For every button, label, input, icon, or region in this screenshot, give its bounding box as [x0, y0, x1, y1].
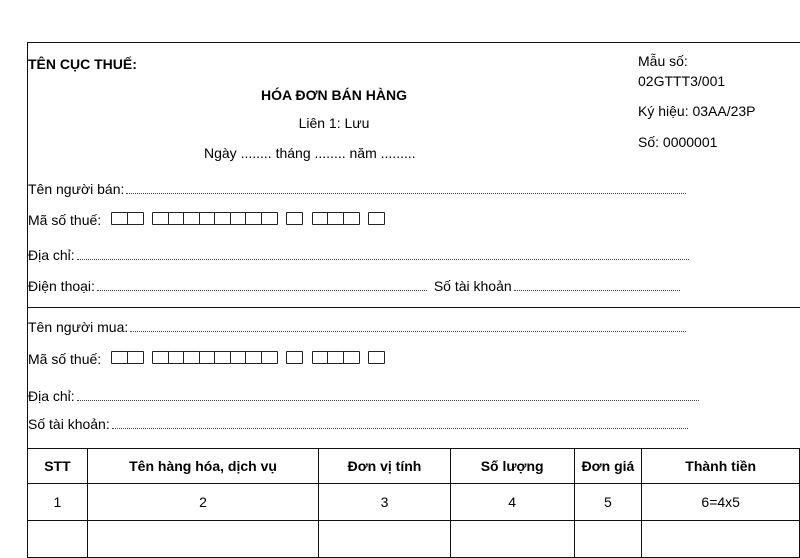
seller-tax-label: Mã số thuế: [28, 212, 102, 228]
tax-digit-box [327, 212, 344, 225]
tax-digit-box [183, 212, 200, 225]
buyer-account-label: Số tài khoản: [28, 416, 110, 432]
seller-name-dots [126, 192, 686, 194]
col-header-quantity: Số lượng [450, 449, 574, 484]
col-header-unit-price: Đơn giá [574, 449, 642, 484]
col-header-stt: STT [28, 449, 88, 484]
tax-digit-box [230, 351, 247, 364]
invoice-number: Số: 0000001 [638, 134, 718, 150]
tax-box-group [111, 212, 142, 225]
tax-digit-box [230, 212, 247, 225]
tax-digit-box [152, 351, 169, 364]
seller-name-label: Tên người bán: [28, 181, 125, 197]
tax-digit-box [214, 212, 231, 225]
tax-box-group [286, 351, 302, 364]
seller-tax-row [28, 210, 384, 230]
tax-digit-box [199, 351, 216, 364]
table-cell: 2 [87, 484, 318, 521]
table-cell: 1 [28, 484, 88, 521]
table-row-empty [28, 521, 800, 558]
table-cell: 4 [450, 484, 574, 521]
tax-digit-box [368, 212, 385, 225]
col-header-item-name: Tên hàng hóa, dịch vụ [87, 449, 318, 484]
seller-phone-row [28, 278, 680, 294]
col-header-unit: Đơn vị tính [319, 449, 451, 484]
copy-label: Liên 1: Lưu [298, 115, 370, 131]
seller-account-label: Số tài khoản [433, 278, 512, 294]
tax-digit-box [183, 351, 200, 364]
tax-digit-box [168, 212, 185, 225]
buyer-tax-row [28, 349, 384, 369]
buyer-name-dots [130, 330, 686, 332]
invoice-title: HÓA ĐƠN BÁN HÀNG [261, 87, 407, 103]
tax-digit-box [245, 212, 262, 225]
tax-digit-box [261, 212, 278, 225]
col-header-amount: Thành tiền [642, 449, 800, 484]
tax-box-group [312, 212, 359, 225]
tax-digit-box [245, 351, 262, 364]
tax-digit-box [312, 351, 329, 364]
items-table [27, 448, 800, 558]
tax-digit-box [111, 351, 128, 364]
tax-digit-box [286, 351, 303, 364]
seller-address-dots [77, 258, 689, 260]
buyer-name-label: Tên người mua: [28, 319, 129, 335]
tax-digit-box [127, 351, 144, 364]
buyer-tax-label: Mã số thuế: [28, 351, 102, 367]
buyer-address-dots [77, 399, 699, 401]
tax-digit-box [286, 212, 303, 225]
tax-authority-label: TÊN CỤC THUẾ: [28, 56, 137, 72]
seller-address-label: Địa chỉ: [28, 247, 75, 263]
table-row [28, 484, 800, 521]
buyer-account-dots [112, 427, 688, 429]
tax-digit-box [152, 212, 169, 225]
buyer-tax-boxes [111, 351, 384, 367]
tax-box-group [286, 212, 302, 225]
section-divider [28, 307, 800, 308]
tax-digit-box [343, 351, 360, 364]
buyer-account-row [28, 416, 688, 432]
form-number-label: Mẫu số: [638, 53, 688, 69]
table-cell: 3 [319, 484, 451, 521]
invoice-symbol: Ký hiệu: 03AA/23P [638, 103, 756, 119]
tax-digit-box [327, 351, 344, 364]
tax-box-group [368, 212, 384, 225]
tax-box-group [368, 351, 384, 364]
tax-box-group [111, 351, 142, 364]
seller-name-row [28, 181, 686, 197]
tax-digit-box [343, 212, 360, 225]
tax-digit-box [111, 212, 128, 225]
tax-digit-box [261, 351, 278, 364]
table-cell: 6=4x5 [642, 484, 800, 521]
tax-digit-box [368, 351, 385, 364]
date-line: Ngày ........ tháng ........ năm ......... [204, 145, 416, 161]
tax-box-group [152, 351, 276, 364]
form-number-value: 02GTTT3/001 [638, 73, 726, 89]
invoice-form [27, 42, 800, 543]
tax-digit-box [214, 351, 231, 364]
seller-phone-label: Điện thoại: [28, 278, 95, 294]
table-header-row [28, 449, 800, 484]
seller-tax-boxes [111, 212, 384, 228]
tax-digit-box [168, 351, 185, 364]
tax-digit-box [312, 212, 329, 225]
seller-address-row [28, 247, 689, 263]
buyer-address-label: Địa chỉ: [28, 388, 75, 404]
tax-box-group [312, 351, 359, 364]
tax-digit-box [199, 212, 216, 225]
seller-phone-dots [97, 289, 427, 291]
table-cell: 5 [574, 484, 642, 521]
tax-digit-box [127, 212, 144, 225]
seller-account-dots [514, 289, 680, 291]
buyer-name-row [28, 319, 686, 335]
tax-box-group [152, 212, 276, 225]
buyer-address-row [28, 388, 699, 404]
